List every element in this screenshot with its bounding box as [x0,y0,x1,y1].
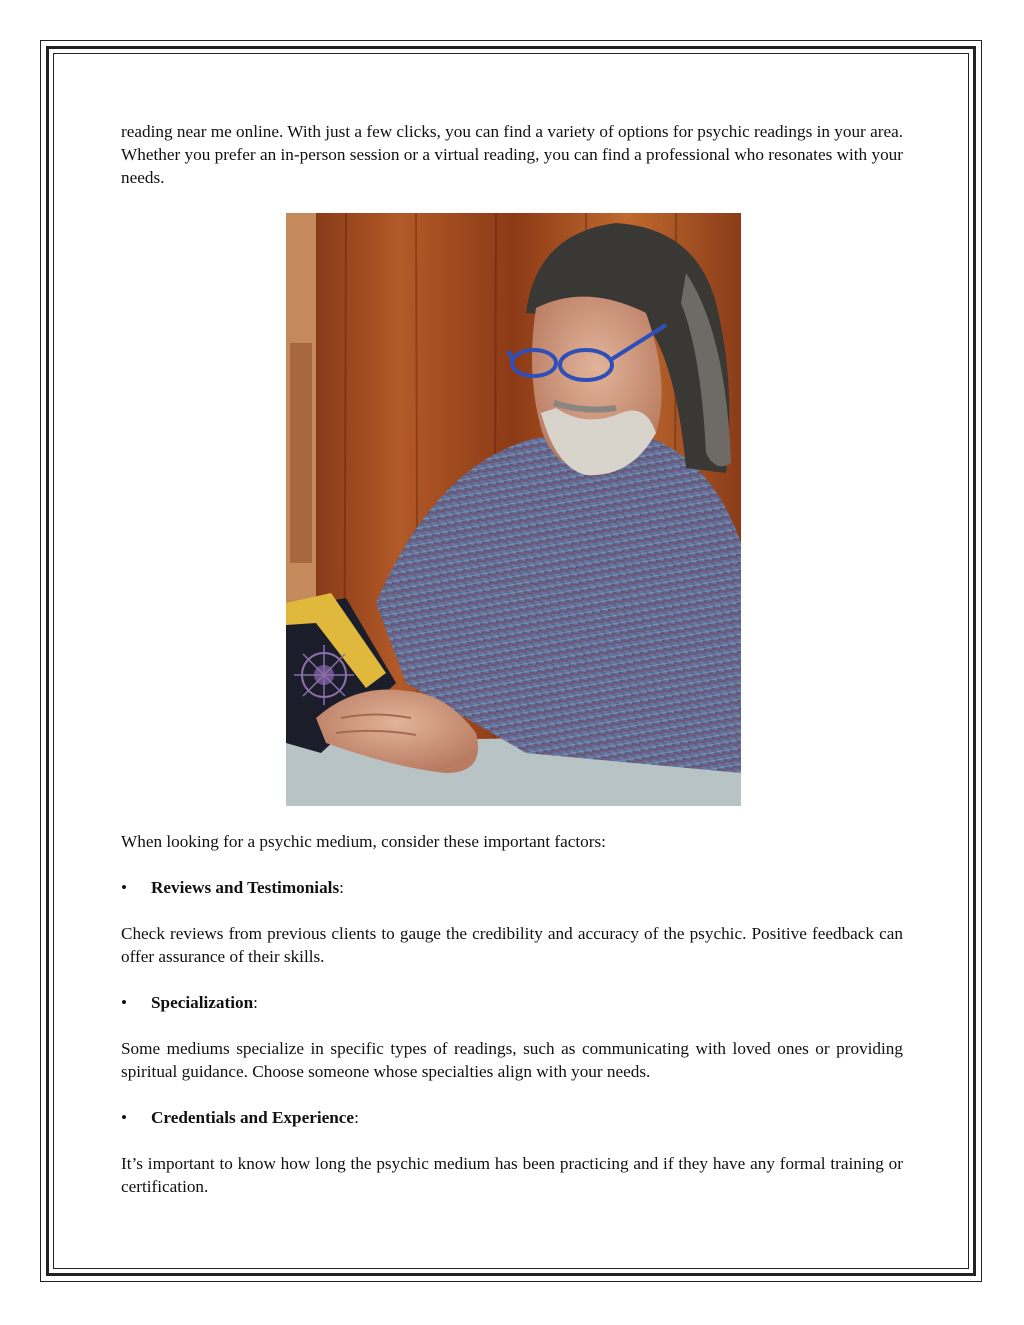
section-heading: Credentials and Experience [151,1108,355,1127]
section-heading: Reviews and Testimonials [151,878,340,897]
bullet-item [121,1106,903,1129]
section-body: It’s important to know how long the psychic medium has been practicing and if they have any formal training or certification. [121,1154,903,1196]
bullet-icon: • [121,878,128,897]
bullet-item [121,876,903,899]
bullet-item [121,991,903,1014]
psychic-reader-photo [286,213,741,806]
heading-colon: : [253,993,258,1012]
bullet-icon: • [121,1108,128,1127]
intro-paragraph: reading near me online. With just a few clicks, you can find a variety of options for psychic readings in your area. Whether you prefer an in-person session or a virtual reading, you can find a professional who resonates with your needs. [121,122,903,187]
page-content [121,120,903,1198]
factors-intro: When looking for a psychic medium, consider these important factors: [121,832,606,851]
section-body: Some mediums specialize in specific types of readings, such as communicating with loved ones or providing spiritual guidance. Choose someone whose specialties align with your needs. [121,1039,903,1081]
heading-colon: : [354,1108,359,1127]
bullet-icon: • [121,993,128,1012]
section-body: Check reviews from previous clients to gauge the credibility and accuracy of the psychic. Positive feedback can offer assurance of their skills. [121,924,903,966]
section-heading: Specialization [151,993,254,1012]
heading-colon: : [339,878,344,897]
